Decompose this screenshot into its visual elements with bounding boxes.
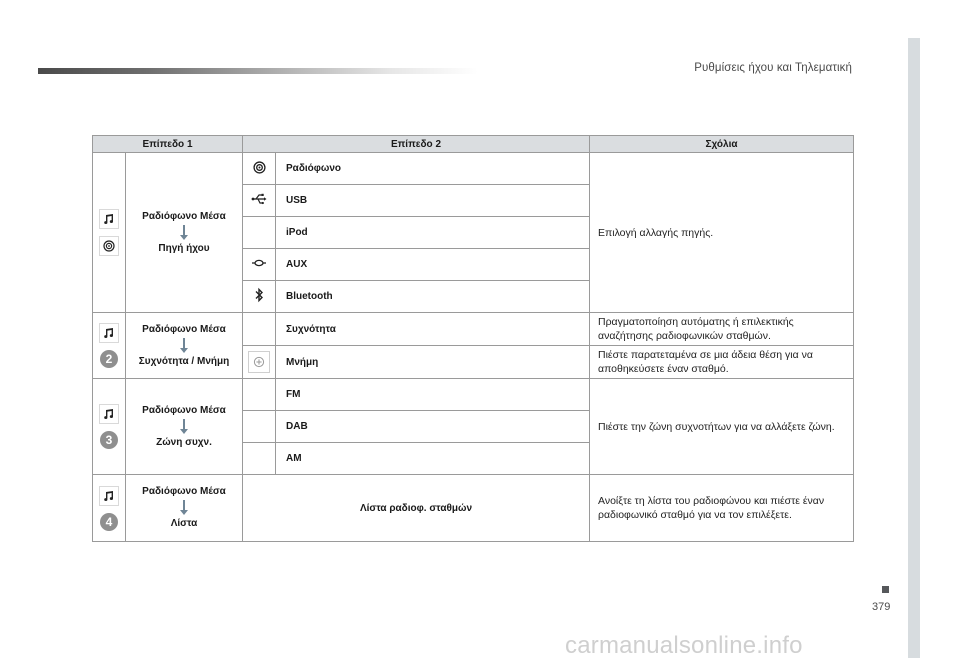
arrow-down-icon	[179, 419, 189, 435]
level2-label: iPod	[276, 217, 590, 249]
number-badge: 2	[100, 350, 118, 368]
table-row	[93, 313, 854, 346]
comment-cell: Ανοίξτε τη λίστα του ραδιοφώνου και πιέστε έναν ραδιοφωνικό σταθμό για να τον επιλέξετε.	[590, 475, 854, 542]
group2-level1	[126, 313, 243, 379]
music-note-icon	[99, 404, 119, 424]
usb-icon	[251, 193, 267, 205]
level2-icon-cell	[243, 281, 276, 313]
header-level1: Επίπεδο 1	[93, 136, 243, 153]
level2-label: Μνήμη	[276, 346, 590, 379]
level2-icon-cell	[243, 153, 276, 185]
bluetooth-icon	[254, 287, 264, 303]
level2-label: Bluetooth	[276, 281, 590, 313]
table-row	[93, 475, 854, 542]
music-note-icon	[99, 323, 119, 343]
header-comments: Σχόλια	[590, 136, 854, 153]
level1-label-bottom: Ζώνη συχν.	[156, 436, 212, 448]
level1-label-top: Ραδιόφωνο Μέσα	[142, 404, 226, 416]
level2-icon-cell	[243, 379, 276, 411]
level1-label-top: Ραδιόφωνο Μέσα	[142, 486, 226, 497]
page-header-title: Ρυθμίσεις ήχου και Τηλεματική	[694, 62, 852, 74]
group4-icons	[93, 475, 126, 542]
level2-icon-cell	[243, 411, 276, 443]
arrow-down-icon	[179, 500, 189, 516]
level1-label-top: Ραδιόφωνο Μέσα	[142, 323, 226, 335]
group3-level1	[126, 379, 243, 475]
table-row	[93, 153, 854, 185]
memory-add-icon	[248, 351, 270, 373]
level1-label-top: Ραδιόφωνο Μέσα	[142, 210, 226, 222]
comment-cell: Πιέστε παρατεταμένα σε μια άδεια θέση για να αποθηκεύσετε έναν σταθμό.	[590, 346, 854, 379]
level2-icon-cell	[243, 185, 276, 217]
level2-label: AM	[276, 443, 590, 475]
level2-icon-cell	[243, 443, 276, 475]
page-marker-square	[882, 586, 889, 593]
group2-icons	[93, 313, 126, 379]
arrow-down-icon	[179, 225, 189, 241]
group4-level1	[126, 475, 243, 542]
page-number: 379	[872, 601, 891, 613]
level1-label-bottom: Συχνότητα / Μνήμη	[138, 355, 230, 367]
comment-cell: Πιέστε την ζώνη συχνοτήτων για να αλλάξετε ζώνη.	[590, 379, 854, 475]
watermark: carmanualsonline.info	[565, 632, 803, 659]
level2-label: FM	[276, 379, 590, 411]
level2-label: Συχνότητα	[276, 313, 590, 346]
arrow-down-icon	[179, 338, 189, 354]
level2-icon-cell	[243, 313, 276, 346]
level2-label: USB	[276, 185, 590, 217]
comment-cell: Πραγματοποίηση αυτόματης ή επιλεκτικής αναζήτησης ραδιοφωνικών σταθμών.	[590, 313, 854, 346]
level1-label-bottom: Λίστα	[170, 518, 198, 529]
table-row	[93, 379, 854, 411]
group3-icons	[93, 379, 126, 475]
level2-icon-cell	[243, 346, 276, 379]
radio-source-icon	[99, 236, 119, 256]
number-badge: 4	[100, 513, 118, 531]
level1-label-bottom: Πηγή ήχου	[158, 242, 210, 254]
side-page-strip	[908, 38, 920, 658]
level2-label: DAB	[276, 411, 590, 443]
radio-source-icon	[253, 161, 266, 174]
level2-icon-cell	[243, 217, 276, 249]
settings-table	[92, 135, 854, 542]
level2-label: AUX	[276, 249, 590, 281]
music-note-icon	[99, 209, 119, 229]
level2-icon-cell	[243, 249, 276, 281]
aux-icon	[251, 258, 267, 268]
group1-level1	[126, 153, 243, 313]
group1-icons	[93, 153, 126, 313]
header-level2: Επίπεδο 2	[243, 136, 590, 153]
comment-cell: Επιλογή αλλαγής πηγής.	[590, 153, 854, 313]
music-note-icon	[99, 486, 119, 506]
level2-label: Ραδιόφωνο	[276, 153, 590, 185]
table-header-row	[93, 136, 854, 153]
number-badge: 3	[100, 431, 118, 449]
header-gradient-bar	[38, 68, 478, 74]
level2-label: Λίστα ραδιοφ. σταθμών	[243, 475, 590, 542]
